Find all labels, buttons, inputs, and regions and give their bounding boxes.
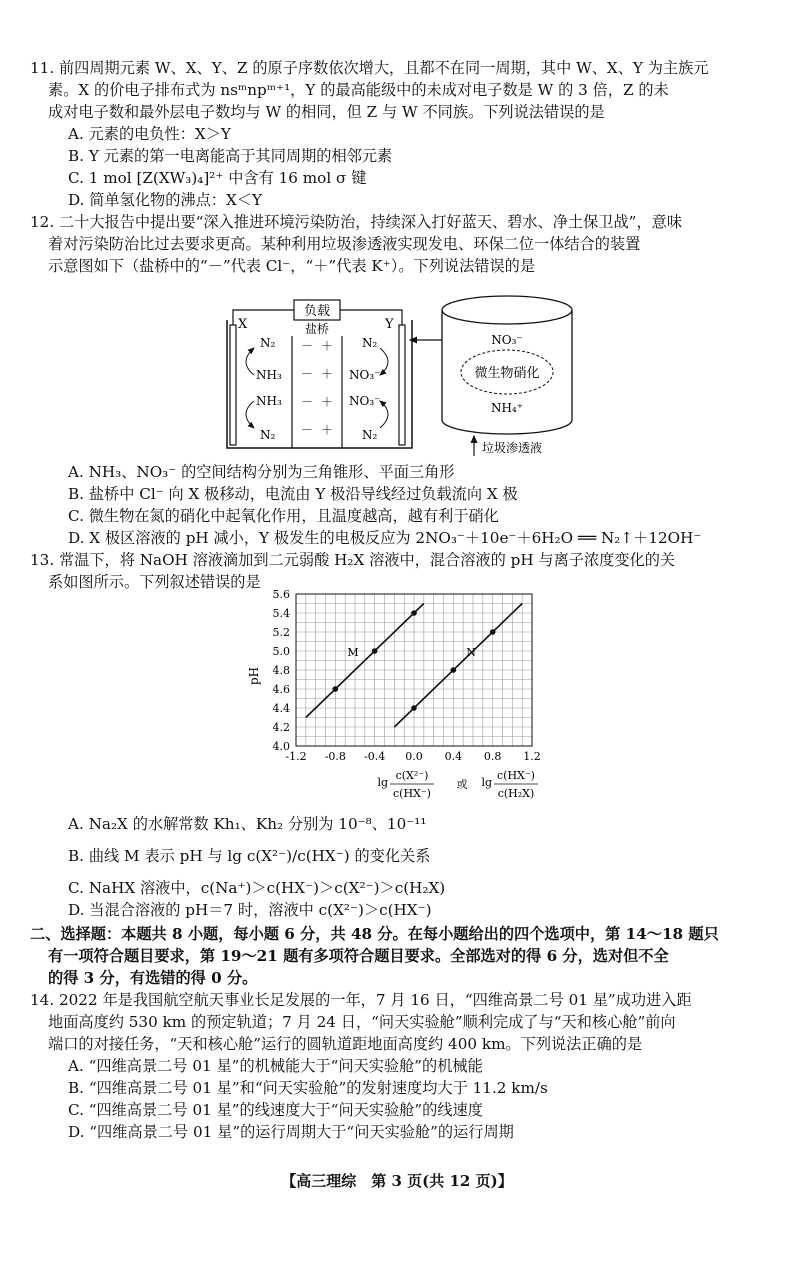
x-tick-label: 0.0 [405,750,423,763]
series-point-M [372,648,378,654]
right-n2-top: N₂ [362,336,378,350]
xlabel-or: 或 [456,778,468,791]
bridge-minus-4: － [300,423,314,437]
q12-stem-2: 着对污染防治比过去要求更高。某种利用垃圾渗透液实现发电、环保二位一体结合的装置 [48,235,641,253]
series-point-M [411,610,417,616]
salt-bridge-label: 盐桥 [304,322,330,336]
leachate-label: 垃圾渗透液 [482,441,543,455]
right-n2-bottom: N₂ [362,428,378,442]
q14-option-b: B. “四维高景二号 01 星”和“问天实验舱”的发射速度均大于 11.2 km/s [68,1079,548,1097]
q14-stem-3: 端口的对接任务，“天和核心舱”运行的圆轨道距地面高度约 400 km。下列说法正确的是 [48,1035,643,1053]
y-tick-label: 4.2 [272,721,290,734]
bridge-minus-1: － [300,339,314,353]
q12-option-c: C. 微生物在氮的硝化中起氧化作用，且温度越高，越有利于硝化 [68,507,499,525]
electrode-x-label: X [238,317,248,332]
y-tick-label: 5.2 [272,626,290,639]
y-tick-label: 5.4 [272,607,290,620]
y-tick-label: 5.6 [272,588,290,601]
left-nh3-bottom: NH₃ [256,394,282,408]
q12-option-b: B. 盐桥中 Cl⁻ 向 X 极移动，电流由 Y 极沿导线经过负载流向 X 极 [68,485,518,503]
bridge-plus-4: ＋ [320,423,334,437]
load-label: 负载 [303,304,331,319]
xlabel-right-den: c(H₂X) [497,787,535,800]
series-point-N [411,705,417,711]
chart-ylabel: pH [247,666,261,686]
q11-stem-2: 素。X 的价电子排布式为 nsᵐnpᵐ⁺¹，Y 的最高能级中的未成对电子数是 W 的 3 倍，Z 的未 [48,81,669,99]
series-point-N [451,667,457,673]
y-tick-label: 4.6 [272,683,290,696]
xlabel-right-num: c(HX⁻) [497,769,535,782]
curve-label-N: N [466,645,476,659]
left-nh3-top: NH₃ [256,368,282,382]
q14-option-c: C. “四维高景二号 01 星”的线速度大于“问天实验舱”的线速度 [68,1101,483,1119]
x-tick-label: -0.4 [364,750,386,763]
q12-battery-diagram [212,280,602,460]
bridge-plus-2: ＋ [320,367,334,381]
q13-option-c: C. NaHX 溶液中，c(Na⁺)＞c(HX⁻)＞c(X²⁻)＞c(H₂X) [68,879,446,897]
series-point-M [333,686,339,692]
bridge-plus-3: ＋ [320,395,334,409]
page-footer: 【高三理综 第 3 页(共 12 页)】 [281,1172,513,1190]
x-tick-label: 0.8 [483,750,502,763]
q12-stem-1: 12. 二十大报告中提出要“深入推进环境污染防治，持续深入打好蓝天、碧水、净土保卫战”，意味 [30,213,683,231]
q14-option-d: D. “四维高景二号 01 星”的运行周期大于“问天实验舱”的运行周期 [68,1123,514,1141]
x-tick-label: 1.2 [523,750,541,763]
q11-stem-1: 11. 前四周期元素 W、X、Y、Z 的原子序数依次增大，且都不在同一周期，其中 W、X、Y 为主族元 [30,59,709,77]
tank-nh4-label: NH₄⁺ [490,401,524,415]
y-tick-label: 4.4 [272,702,290,715]
xlabel-lg-left: lg [377,776,388,789]
q12-option-d: D. X 极区溶液的 pH 减小，Y 极发生的电极反应为 2NO₃⁻＋10e⁻＋6H₂O ══ N₂↑＋12OH⁻ [68,529,702,547]
q13-stem-2: 系如图所示。下列叙述错误的是 [48,573,261,591]
q11-option-b: B. Y 元素的第一电离能高于其同周期的相邻元素 [68,147,393,165]
section2-line-1: 二、选择题：本题共 8 小题，每小题 6 分，共 48 分。在每小题给出的四个选项中，第 14～18 题只 [30,925,719,943]
q13-option-a: A. Na₂X 的水解常数 Kh₁、Kh₂ 分别为 10⁻⁸、10⁻¹¹ [68,815,427,833]
tank-no3-label: NO₃⁻ [491,333,523,347]
y-tick-label: 4.0 [272,740,290,753]
xlabel-left-den: c(HX⁻) [393,787,431,800]
q13-option-b: B. 曲线 M 表示 pH 与 lg c(X²⁻)/c(HX⁻) 的变化关系 [68,847,431,865]
x-tick-label: -1.2 [285,750,307,763]
q14-option-a: A. “四维高景二号 01 星”的机械能大于“问天实验舱”的机械能 [68,1057,483,1075]
q14-stem-2: 地面高度约 530 km 的预定轨道；7 月 24 日，“问天实验舱”顺利完成了与“天和核心舱”前向 [48,1013,676,1031]
microbe-label: 微生物硝化 [474,366,540,381]
left-n2-top: N₂ [260,336,276,350]
q11-option-d: D. 简单氢化物的沸点：X＜Y [68,191,263,209]
xlabel-lg-right: lg [481,776,492,789]
bridge-plus-1: ＋ [320,339,334,353]
curve-label-M: M [347,645,359,659]
section2-line-2: 有一项符合题目要求，第 19～21 题有多项符合题目要求。全部选对的得 6 分，选对但不全 [48,947,669,965]
right-no3-bottom: NO₃⁻ [349,394,381,408]
bridge-minus-2: － [300,367,314,381]
q13-option-d: D. 当混合溶液的 pH＝7 时，溶液中 c(X²⁻)＞c(HX⁻) [68,901,432,919]
q11-option-a: A. 元素的电负性：X＞Y [68,125,231,143]
bridge-minus-3: － [300,395,314,409]
q11-stem-3: 成对电子数和最外层电子数均与 W 的相同，但 Z 与 W 不同族。下列说法错误的是 [48,103,605,121]
q14-stem-1: 14. 2022 年是我国航空航天事业长足发展的一年，7 月 16 日，“四维高景二号 01 星”成功进入距 [30,991,692,1009]
q12-stem-3: 示意图如下（盐桥中的“－”代表 Cl⁻，“＋”代表 K⁺）。下列说法错误的是 [48,257,536,275]
section2-line-3: 的得 3 分，有选错的得 0 分。 [48,969,258,987]
q13-stem-1: 13. 常温下，将 NaOH 溶液滴加到二元弱酸 H₂X 溶液中，混合溶液的 pH 与离子浓度变化的关 [30,551,676,569]
y-tick-label: 5.0 [272,645,290,658]
series-point-N [490,629,496,635]
x-tick-label: 0.4 [444,750,463,763]
q12-option-a: A. NH₃、NO₃⁻ 的空间结构分别为三角锥形、平面三角形 [68,463,455,481]
right-no3-top: NO₃⁻ [349,368,381,382]
electrode-y-label: Y [385,317,394,332]
q11-option-c: C. 1 mol [Z(XW₃)₄]²⁺ 中含有 16 mol σ 键 [68,169,367,187]
x-tick-label: -0.8 [324,750,346,763]
xlabel-left-num: c(X²⁻) [395,769,429,782]
y-tick-label: 4.8 [272,664,290,677]
left-n2-bottom: N₂ [260,428,276,442]
q13-ph-chart [240,586,560,816]
